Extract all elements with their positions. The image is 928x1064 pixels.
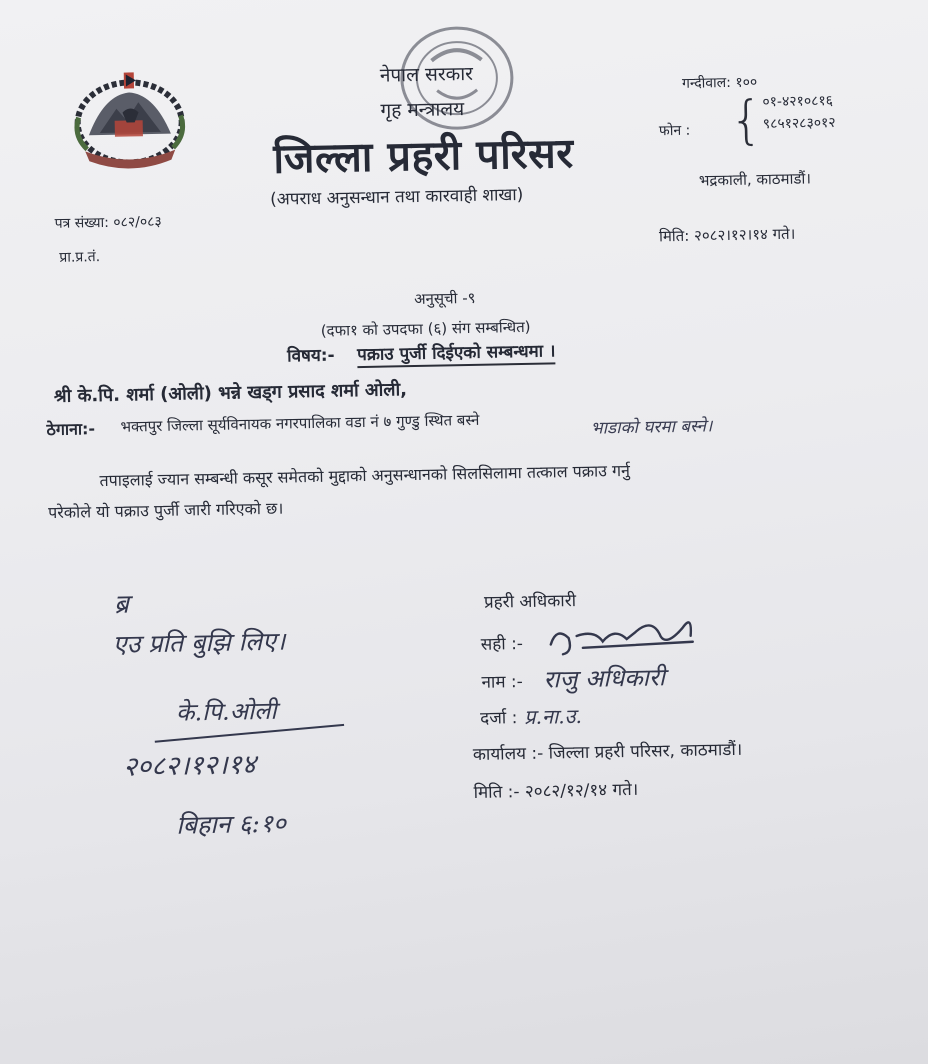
address-printed: भक्तपुर जिल्ला सूर्यविनायक नगरपालिका वडा नं ७ गुण्डु स्थित बस्ने (120, 410, 480, 436)
officer-signature-icon (542, 606, 703, 669)
letter-date: मिति: २०८२।१२।१४ गते। (658, 224, 796, 246)
recipient-signature: के.पि.ओली (175, 696, 277, 727)
officer-date: मिति :- २०८२/१२/१४ गते। (473, 779, 639, 803)
ministry-name: गृह मन्त्रालय (380, 98, 465, 122)
phone-label: फोन : (658, 122, 691, 140)
phone-number: ९८५१२८३०१२ (762, 114, 836, 133)
handwritten-receipt-note: एउ प्रति बुझि लिए। (112, 626, 286, 659)
branch-name: (अपराध अनुसन्धान तथा कारवाही शाखा) (270, 184, 524, 210)
addressee-name: श्री के.पि. शर्मा (ओली) भन्ने खड्ग प्रसाद शर्मा ओली, (53, 379, 408, 407)
handwritten-mark: ब्र (113, 589, 130, 620)
annex-number: अनुसूची -९ (413, 288, 476, 309)
subject-label: विषय:- (287, 345, 335, 367)
officer-name: राजु अधिकारी (543, 663, 666, 694)
officer-heading: प्रहरी अधिकारी (483, 590, 577, 613)
address-label: ठेगाना:- (46, 419, 96, 440)
officer-office: कार्यालय :- जिल्ला प्रहरी परिसर, काठमाडौं। (472, 739, 743, 765)
name-label: नाम :- (481, 672, 523, 693)
government-name: नेपाल सरकार (379, 62, 474, 87)
po-box: गन्दीवाल: १०० (681, 74, 758, 92)
officer-rank: प्र.ना.उ. (523, 703, 583, 729)
address-handwritten: भाडाको घरमा बस्ने। (590, 416, 713, 439)
handwritten-date: २०८२।१२।१४ (122, 749, 257, 783)
phone-number: ०१-४२१०८१६ (762, 92, 834, 111)
letter-number: पत्र संख्या: ०८२/०८३ (54, 213, 162, 232)
phone-brace-icon: { (729, 90, 764, 151)
reference-number: प्रा.प्र.तं. (59, 249, 101, 266)
subject-text: पक्राउ पुर्जी दिईएको सम्बन्धमा । (357, 338, 556, 368)
nepal-emblem-icon (64, 63, 196, 177)
rank-label: दर्जा : (480, 708, 518, 729)
body-text-line: परेकोले यो पक्राउ पुर्जी जारी गरिएको छ। (47, 498, 284, 523)
office-title: जिल्ला प्रहरी परिसर (272, 128, 574, 183)
office-location: भद्रकाली, काठमाडौं। (698, 169, 812, 190)
body-text-line: तपाइलाई ज्यान सम्बन्धी कसूर समेतको मुद्दाको अनुसन्धानको सिलसिलामा तत्काल पक्राउ गर्नु (99, 460, 631, 491)
signature-label: सही :- (480, 634, 524, 655)
section-reference: (दफा१ को उपदफा (६) संग सम्बन्धित) (320, 317, 531, 340)
handwritten-time: बिहान ६:१० (175, 808, 287, 840)
